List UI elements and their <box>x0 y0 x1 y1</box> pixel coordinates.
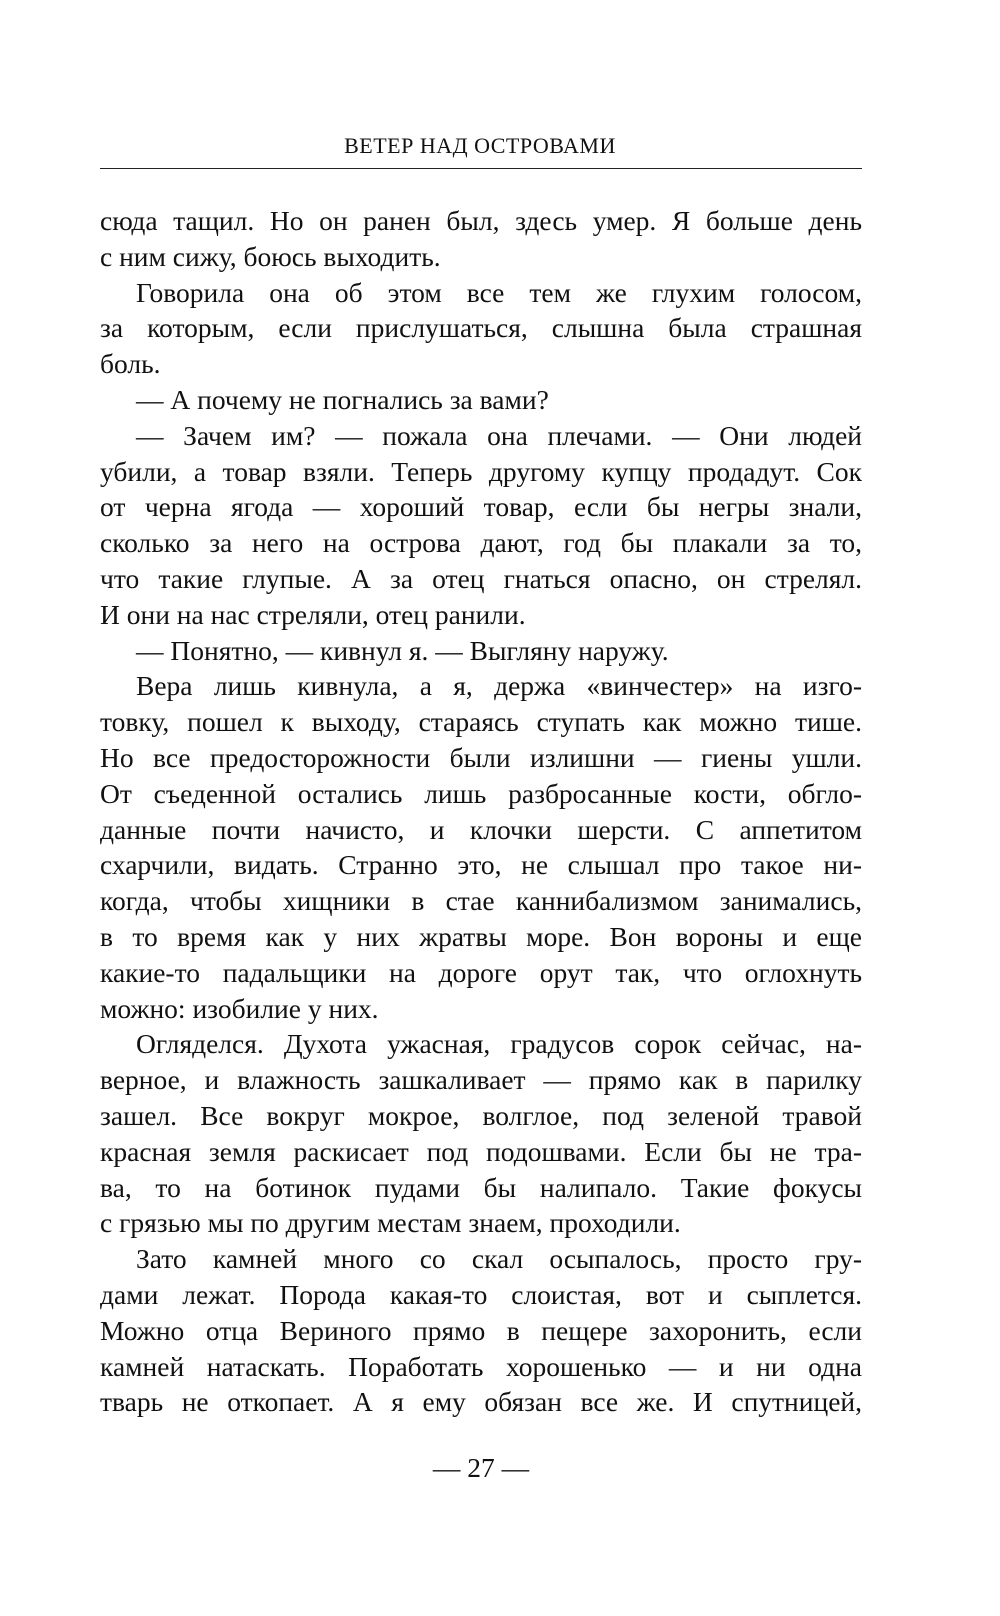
text-line: можно: изобилие у них. <box>100 992 379 1024</box>
text-line: камней натаскать. Поработать хорошенько — и ни одна <box>100 1350 862 1382</box>
text-line: верное, и влажность зашкаливает — прямо как в парилку <box>100 1064 862 1096</box>
text-line: И они на нас стреляли, отец ранили. <box>100 598 526 630</box>
body-text <box>100 203 862 1420</box>
text-line: красная земля раскисает под подошвами. Если бы не тра- <box>100 1135 862 1167</box>
text-line: сюда тащил. Но он ранен был, здесь умер. Я больше день <box>100 205 862 236</box>
text-line: что такие глупые. А за отец гнаться опасно, он стрелял. <box>100 562 862 594</box>
running-title: ВЕТЕР НАД ОСТРОВАМИ <box>344 133 616 158</box>
text-line: Огляделся. Духота ужасная, градусов сорок сейчас, на- <box>136 1028 862 1060</box>
text-line: когда, чтобы хищники в стае каннибализмом занимались, <box>100 885 862 917</box>
text-line: товку, пошел к выходу, стараясь ступать как можно тише. <box>100 706 862 738</box>
header-rule <box>100 168 862 169</box>
text-line: за которым, если прислушаться, слышна была страшная <box>100 312 862 344</box>
text-line: с грязью мы по другим местам знаем, проходили. <box>100 1207 681 1239</box>
text-line: от черна ягода — хороший товар, если бы негры знали, <box>100 491 862 523</box>
text-line: — Понятно, — кивнул я. — Выгляну наружу. <box>136 634 669 666</box>
text-line: Вера лишь кивнула, а я, держа «винчестер» на изго- <box>136 670 862 702</box>
text-line: Можно отца Вериного прямо в пещере захоронить, если <box>100 1314 862 1346</box>
text-line: — А почему не погнались за вами? <box>136 383 549 415</box>
text-line: ва, то на ботинок пудами бы налипало. Такие фокусы <box>100 1171 862 1203</box>
text-line: какие-то падальщики на дороге орут так, что оглохнуть <box>100 956 862 988</box>
text-line: данные почти начисто, и клочки шерсти. С аппетитом <box>100 813 862 845</box>
text-line: дами лежат. Порода какая-то слоистая, вот и сыплется. <box>100 1278 862 1310</box>
text-line: боль. <box>100 348 161 380</box>
text-line: сколько за него на острова дают, год бы плакали за то, <box>100 527 862 559</box>
text-line: Говорила она об этом все тем же глухим голосом, <box>136 276 862 308</box>
text-line: Но все предосторожности были излишни — гиены ушли. <box>100 741 862 773</box>
text-line: зашел. Все вокруг мокрое, волглое, под зеленой травой <box>100 1099 862 1131</box>
text-line: тварь не откопает. А я ему обязан все же. И спутницей, <box>100 1386 862 1418</box>
text-line: — Зачем им? — пожала она плечами. — Они людей <box>136 419 862 451</box>
text-line: с ним сижу, боюсь выходить. <box>100 240 441 272</box>
text-line: Зато камней много со скал осыпалось, просто гру- <box>136 1243 862 1275</box>
text-line: схарчили, видать. Странно это, не слышал про такое ни- <box>100 849 862 881</box>
text-line: убили, а товар взяли. Теперь другому купцу продадут. Сок <box>100 455 862 487</box>
text-line: в то время как у них жратвы море. Вон вороны и еще <box>100 920 862 952</box>
page-number: — 27 — <box>432 1452 530 1483</box>
text-line: От съеденной остались лишь разбросанные кости, обгло- <box>100 777 862 809</box>
